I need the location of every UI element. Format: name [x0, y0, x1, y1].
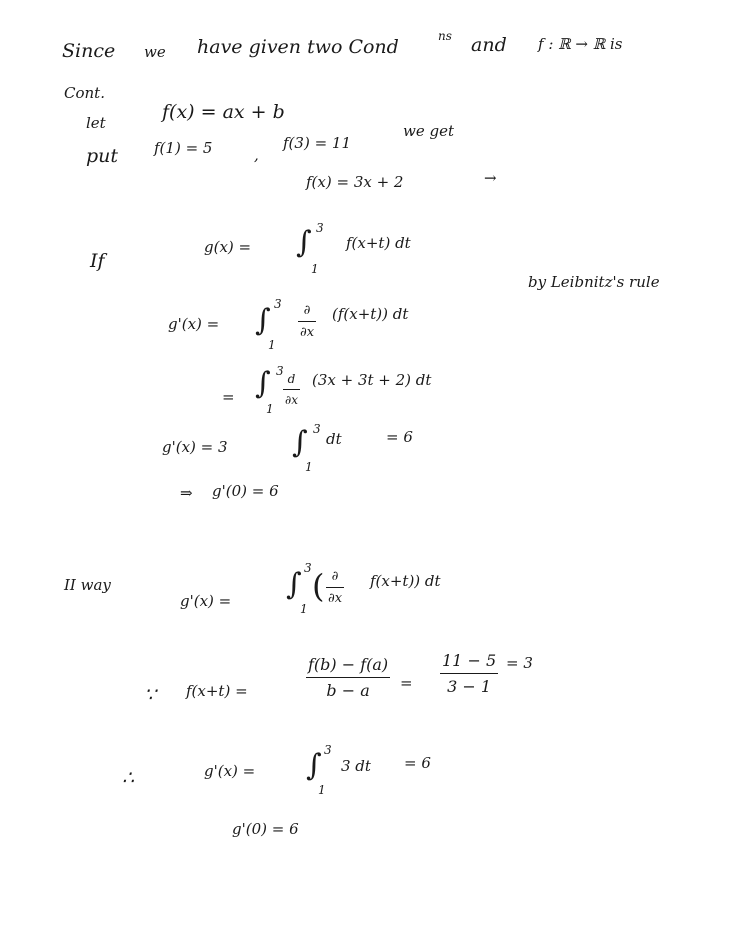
- word-and: and: [471, 34, 507, 56]
- gx-lhs: g(x) =: [204, 238, 252, 256]
- integrand: (3x + 3t + 2) dt: [312, 371, 432, 389]
- condition-two: f(3) = 11: [283, 134, 351, 152]
- derivative-denominator: ∂x: [328, 591, 343, 607]
- upper-limit: 3: [274, 297, 282, 311]
- superscript-ns: ns: [438, 29, 452, 43]
- note-leibnitz: by Leibnitz's rule: [528, 273, 660, 291]
- equals-sign: =: [400, 674, 413, 692]
- derivative-denominator: ∂x: [300, 325, 315, 341]
- therefore-symbol: ∴: [122, 767, 135, 789]
- comma: ,: [254, 146, 259, 164]
- differential: dt: [326, 430, 342, 448]
- result-six: = 6: [404, 754, 431, 772]
- derivative-numerator: ∂: [331, 569, 339, 584]
- lower-limit: 1: [268, 338, 276, 352]
- numeric-denominator: 3 − 1: [447, 677, 492, 697]
- gprime-lhs: g'(x) =: [168, 315, 220, 333]
- slope-denominator: b − a: [326, 681, 370, 701]
- lower-limit: 1: [311, 262, 319, 276]
- fxt-lhs: f(x+t) =: [186, 682, 248, 700]
- upper-limit: 3: [276, 364, 284, 378]
- word-cont: Cont.: [64, 84, 105, 102]
- gprime-lhs: g'(x) =: [204, 762, 256, 780]
- lower-limit: 1: [305, 460, 313, 474]
- function-mapping: f : ℝ → ℝ is: [538, 35, 623, 53]
- result-fx: f(x) = 3x + 2: [306, 173, 404, 191]
- integral-sign: ∫: [292, 425, 308, 460]
- result-six: = 6: [386, 428, 413, 446]
- gprime-lhs: g'(x) =: [180, 592, 232, 610]
- derivative-denominator: ∂x: [285, 393, 298, 408]
- lower-limit: 1: [266, 402, 274, 416]
- linear-form: f(x) = ax + b: [162, 101, 285, 123]
- word-if: If: [90, 250, 105, 272]
- partial-derivative: [298, 303, 316, 340]
- gprime-zero: g'(0) = 6: [212, 482, 279, 500]
- arrow-right: →: [484, 169, 497, 187]
- word-we: we: [144, 43, 166, 61]
- because-symbol: ∵: [144, 684, 157, 706]
- integral-sign: ∫: [306, 748, 322, 783]
- derivative-numerator: ∂: [303, 303, 311, 318]
- slope-fraction: [306, 655, 390, 700]
- integrand: f(x+t)) dt: [370, 572, 441, 590]
- gprime-zero-final: g'(0) = 6: [232, 820, 299, 838]
- integral-sign: ∫: [296, 225, 312, 260]
- integrand: f(x+t) dt: [346, 234, 411, 252]
- result-three: = 3: [506, 654, 533, 672]
- word-let: let: [86, 114, 106, 132]
- gprime-simplified: g'(x) = 3: [162, 438, 228, 456]
- integral-sign: ∫: [255, 303, 271, 338]
- integrand: 3 dt: [341, 757, 371, 775]
- numeric-fraction: [440, 651, 498, 696]
- open-paren: (: [312, 567, 325, 605]
- slope-numerator: f(b) − f(a): [308, 655, 389, 674]
- partial-derivative: [326, 569, 344, 606]
- upper-limit: 3: [313, 422, 321, 436]
- integral-sign: ∫: [286, 567, 302, 602]
- numeric-numerator: 11 − 5: [442, 651, 497, 670]
- label-second-way: II way: [64, 576, 111, 594]
- word-since: Since: [62, 40, 116, 62]
- derivative: [283, 372, 300, 407]
- phrase-we-get: we get: [403, 122, 454, 140]
- phrase-have-given: have given two Cond: [197, 36, 399, 58]
- implies-arrow: ⇒: [180, 484, 193, 502]
- equals-sign: =: [222, 388, 235, 406]
- word-put: put: [86, 145, 119, 167]
- integrand: (f(x+t)) dt: [332, 305, 409, 323]
- derivative-numerator: d: [287, 372, 296, 386]
- lower-limit: 1: [300, 602, 308, 616]
- lower-limit: 1: [318, 783, 326, 797]
- integral-sign: ∫: [255, 366, 271, 401]
- upper-limit: 3: [324, 743, 332, 757]
- upper-limit: 3: [316, 221, 324, 235]
- upper-limit: 3: [304, 561, 312, 575]
- condition-one: f(1) = 5: [154, 139, 213, 157]
